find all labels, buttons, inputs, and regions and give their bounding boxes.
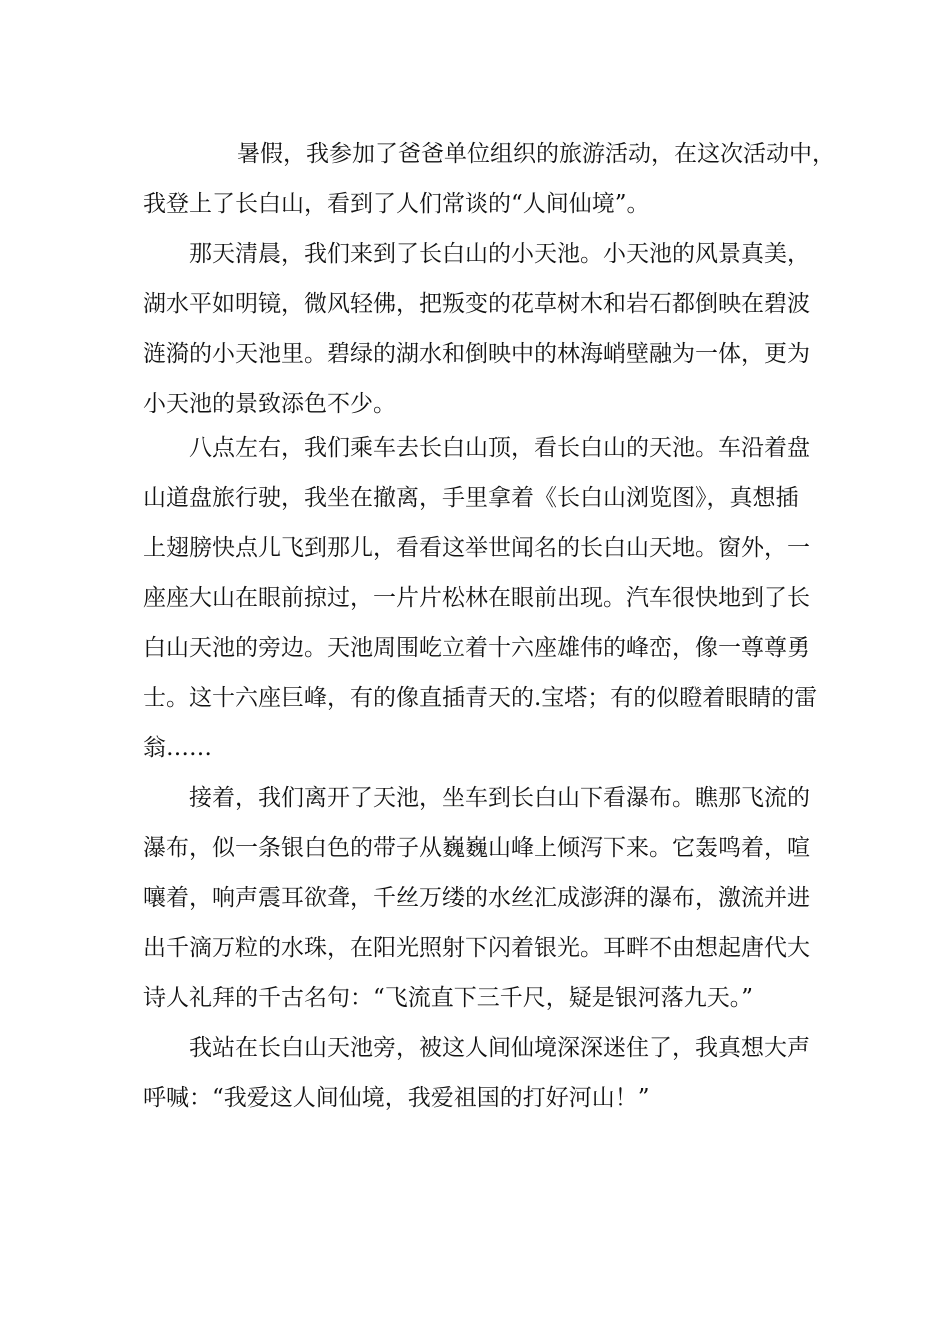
paragraph-line: 嚷着，响声震耳欲聋，千丝万缕的水丝汇成澎湃的瀑布，激流并进	[143, 885, 810, 911]
paragraph-2	[143, 229, 813, 429]
paragraph-3	[143, 423, 818, 773]
paragraph-line: 白山天池的旁边。天池周围屹立着十六座雄伟的峰峦，像一尊尊勇	[143, 635, 810, 661]
paragraph-line: 出千滴万粒的水珠，在阳光照射下闪着银光。耳畔不由想起唐代大	[143, 935, 810, 961]
paragraph-4	[143, 773, 813, 1023]
paragraph-line: 瀑布，似一条银白色的带子从巍巍山峰上倾泻下来。它轰鸣着，喧	[143, 835, 810, 861]
paragraph-line: 那天清晨，我们来到了长白山的小天池。小天池的风景真美，	[189, 241, 810, 267]
paragraph-line: 座座大山在眼前掠过，一片片松林在眼前出现。汽车很快地到了长	[143, 585, 810, 611]
paragraph-line: 接着，我们离开了天池，坐车到长白山下看瀑布。瞧那飞流的	[189, 785, 810, 811]
paragraph-line: 我登上了长白山，看到了人们常谈的“人间仙境”。	[143, 191, 650, 217]
paragraph-line: 诗人礼拜的千古名句：“飞流直下三千尺，疑是银河落九天。”	[143, 985, 754, 1011]
paragraph-line: 涟漪的小天池里。碧绿的湖水和倒映中的林海峭壁融为一体，更为	[143, 341, 810, 367]
paragraph-1	[143, 129, 835, 229]
paragraph-line: 我站在长白山天池旁，被这人间仙境深深迷住了，我真想大声	[189, 1035, 810, 1061]
paragraph-line: 山道盘旅行驶，我坐在撤离，手里拿着《长白山浏览图》，真想插	[143, 485, 799, 511]
paragraph-line: 八点左右，我们乘车去长白山顶，看长白山的天池。车沿着盘	[189, 435, 810, 461]
paragraph-line: 小天池的景致添色不少。	[143, 391, 396, 417]
paragraph-line: 翁……	[143, 735, 212, 761]
paragraph-line: 上翅膀快点儿飞到那儿，看看这举世闻名的长白山天地。窗外，一	[143, 535, 810, 561]
paragraph-line: 湖水平如明镜，微风轻佛，把叛变的花草树木和岩石都倒映在碧波	[143, 291, 810, 317]
paragraph-line: 呼喊：“我爱这人间仙境，我爱祖国的打好河山！”	[143, 1085, 650, 1111]
paragraph-line: 士。这十六座巨峰，有的像直插青天的.宝塔；有的似瞪着眼睛的雷	[143, 685, 818, 711]
paragraph-5	[143, 1023, 813, 1123]
paragraph-line: 暑假，我参加了爸爸单位组织的旅游活动，在这次活动中，	[237, 141, 835, 167]
